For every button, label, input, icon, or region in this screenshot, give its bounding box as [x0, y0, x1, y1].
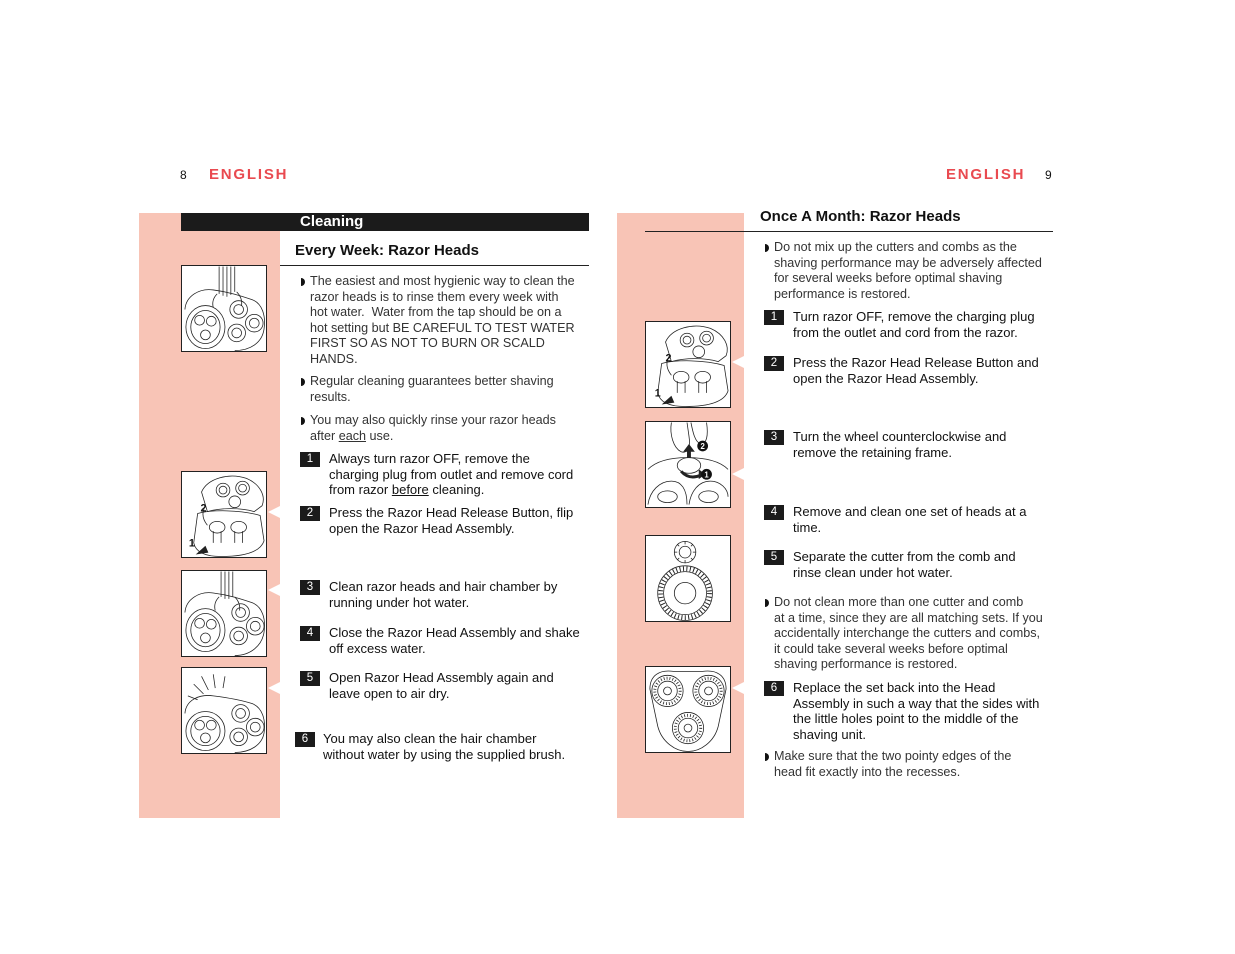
illustration-replace-heads: [645, 666, 731, 753]
step-text: [793, 549, 1016, 580]
step-number: 6: [295, 732, 315, 747]
pointer-wedge: [268, 584, 280, 596]
pointer-wedge: [268, 506, 280, 518]
step-number: 4: [300, 626, 320, 641]
step-text: [329, 505, 573, 536]
text-line: Turn razor OFF, remove the charging plug: [793, 309, 1035, 324]
illustration-cutter-and-comb: [645, 535, 731, 622]
text-line: Remove and clean one set of heads at a: [793, 504, 1027, 519]
text-segment: cleaning.: [432, 482, 485, 497]
text-line: results.: [310, 389, 351, 404]
step-label-2: 2: [700, 442, 705, 452]
text-line: [310, 429, 556, 445]
text-line: rinse clean under hot water.: [793, 564, 953, 580]
page-number: 8: [180, 168, 187, 182]
subheading: Once A Month: Razor Heads: [760, 208, 961, 225]
text-line: it could take several weeks before optimal: [774, 641, 1008, 656]
step-label-1: 1: [704, 470, 709, 480]
pointer-wedge: [732, 682, 744, 694]
section-title-bar: [181, 213, 589, 231]
subheading: Every Week: Razor Heads: [295, 242, 479, 259]
pointer-wedge: [732, 356, 744, 368]
replace-heads-drawing: [646, 667, 730, 752]
underlined-word: each: [338, 428, 367, 443]
rinse-under-tap-drawing: [182, 266, 266, 351]
text-line: Regular cleaning guarantees better shaving: [310, 374, 554, 388]
subheading-rule: [280, 265, 589, 266]
text-line: from the outlet and cord from the razor.: [793, 324, 1018, 340]
text-line: open the Razor Head Assembly.: [329, 520, 515, 536]
step-number: 2: [764, 356, 784, 371]
bullet-arrow-icon: [301, 278, 305, 286]
text-line: off excess water.: [329, 640, 426, 656]
step-text: [793, 680, 1039, 742]
text-line: Do not clean more than one cutter and comb: [774, 595, 1024, 609]
rinse-heads-drawing: [182, 571, 266, 656]
language-header: ENGLISH: [209, 166, 289, 183]
step-number: 3: [764, 430, 784, 445]
step-text: [793, 504, 1026, 535]
bullet-text: [310, 374, 554, 405]
text-segment: after: [310, 428, 336, 443]
text-line: Press the Razor Head Release Button, flip: [329, 505, 574, 520]
text-line: charging plug from outlet and remove cord: [329, 466, 574, 482]
text-line: Do not mix up the cutters and combs as the: [774, 240, 1017, 254]
text-line: Turn the wheel counterclockwise and: [793, 429, 1007, 444]
bullet-arrow-icon: [765, 753, 769, 761]
section-title: Cleaning: [300, 213, 364, 230]
text-line: The easiest and most hygienic way to clean the: [310, 274, 575, 288]
text-line: open the Razor Head Assembly.: [793, 370, 979, 386]
text-line: You may also clean the hair chamber: [323, 731, 537, 746]
text-line: at a time, since they are all matching sets. If you: [774, 610, 1043, 625]
bullet-arrow-icon: [301, 378, 305, 386]
text-segment: use.: [369, 428, 394, 443]
text-line: HANDS.: [310, 351, 358, 366]
text-line: for several weeks before optimal shaving: [774, 271, 1003, 285]
language-header: ENGLISH: [946, 166, 1026, 183]
illustration-release-button: [645, 321, 731, 408]
text-line: Assembly in such a way that the sides with: [793, 695, 1040, 711]
step-number: 5: [764, 550, 784, 565]
step-number: 1: [300, 452, 320, 467]
bullet-text: [310, 413, 556, 444]
step-number: 3: [300, 580, 320, 595]
text-line: Separate the cutter from the comb and: [793, 549, 1016, 564]
step-text: [329, 451, 573, 498]
text-line: remove the retaining frame.: [793, 444, 952, 460]
illustration-open-head: [181, 471, 267, 558]
step-text: [329, 625, 580, 656]
text-line: [329, 482, 573, 498]
step-text: [329, 670, 554, 701]
text-line: hot setting but BE CAREFUL TO TEST WATER: [310, 320, 575, 335]
step-label-2: 2: [200, 502, 207, 515]
illustration-rinse-under-tap: [181, 265, 267, 352]
turn-wheel-drawing: [646, 422, 730, 507]
step-text: [793, 355, 1039, 386]
text-line: Replace the set back into the Head: [793, 680, 996, 695]
text-line: Close the Razor Head Assembly and shake: [329, 625, 580, 640]
bullet-arrow-icon: [765, 244, 769, 252]
step-text: [793, 429, 1006, 460]
step-text: [793, 309, 1035, 340]
bullet-text: [774, 749, 1011, 780]
subheading-rule: [645, 231, 1053, 232]
text-line: shaving performance may be adversely affected: [774, 255, 1042, 270]
text-line: hot water. Water from the tap should be on a: [310, 305, 562, 319]
text-line: FIRST SO AS NOT TO BURN OR SCALD: [310, 336, 545, 350]
illustration-air-dry: [181, 667, 267, 754]
illustration-turn-wheel: [645, 421, 731, 508]
cutter-and-comb-drawing: [646, 536, 730, 621]
text-line: performance is restored.: [774, 286, 911, 301]
text-line: the little holes point to the middle of the: [793, 711, 1019, 726]
open-head-drawing: [182, 472, 266, 557]
bullet-text: [310, 274, 575, 367]
text-line: shaving unit.: [793, 726, 866, 742]
step-number: 2: [300, 506, 320, 521]
pointer-wedge: [268, 682, 280, 694]
text-line: razor heads is to rinse them every week with: [310, 289, 559, 304]
text-line: Make sure that the two pointy edges of the: [774, 749, 1012, 763]
text-segment: from razor: [329, 482, 389, 497]
text-line: shaving performance is restored.: [774, 657, 958, 671]
step-text: [323, 731, 565, 762]
step-label-1: 1: [654, 387, 661, 400]
step-number: 4: [764, 505, 784, 520]
bullet-arrow-icon: [765, 599, 769, 607]
air-dry-drawing: [182, 668, 266, 753]
pointer-wedge: [732, 468, 744, 480]
text-line: time.: [793, 519, 822, 535]
text-line: leave open to air dry.: [329, 685, 450, 701]
bullet-text: [774, 240, 1042, 302]
text-line: accidentally interchange the cutters and combs,: [774, 626, 1041, 640]
text-line: Clean razor heads and hair chamber by: [329, 579, 558, 594]
text-line: You may also quickly rinse your razor heads: [310, 413, 556, 427]
step-number: 1: [764, 310, 784, 325]
step-number: 6: [764, 681, 784, 696]
bullet-text: [774, 595, 1043, 673]
text-line: running under hot water.: [329, 594, 470, 610]
bullet-arrow-icon: [301, 417, 305, 425]
underlined-word: before: [391, 482, 429, 497]
text-line: Always turn razor OFF, remove the: [329, 451, 530, 466]
step-text: [329, 579, 557, 610]
step-label-2: 2: [665, 352, 672, 365]
illustration-rinse-heads: [181, 570, 267, 657]
text-line: without water by using the supplied brush.: [323, 746, 566, 762]
step-number: 5: [300, 671, 320, 686]
step-label-1: 1: [188, 537, 195, 550]
text-line: Press the Razor Head Release Button and: [793, 355, 1039, 370]
text-line: head fit exactly into the recesses.: [774, 764, 961, 779]
text-line: Open Razor Head Assembly again and: [329, 670, 554, 685]
release-button-drawing: [646, 322, 730, 407]
page-number: 9: [1045, 168, 1052, 182]
